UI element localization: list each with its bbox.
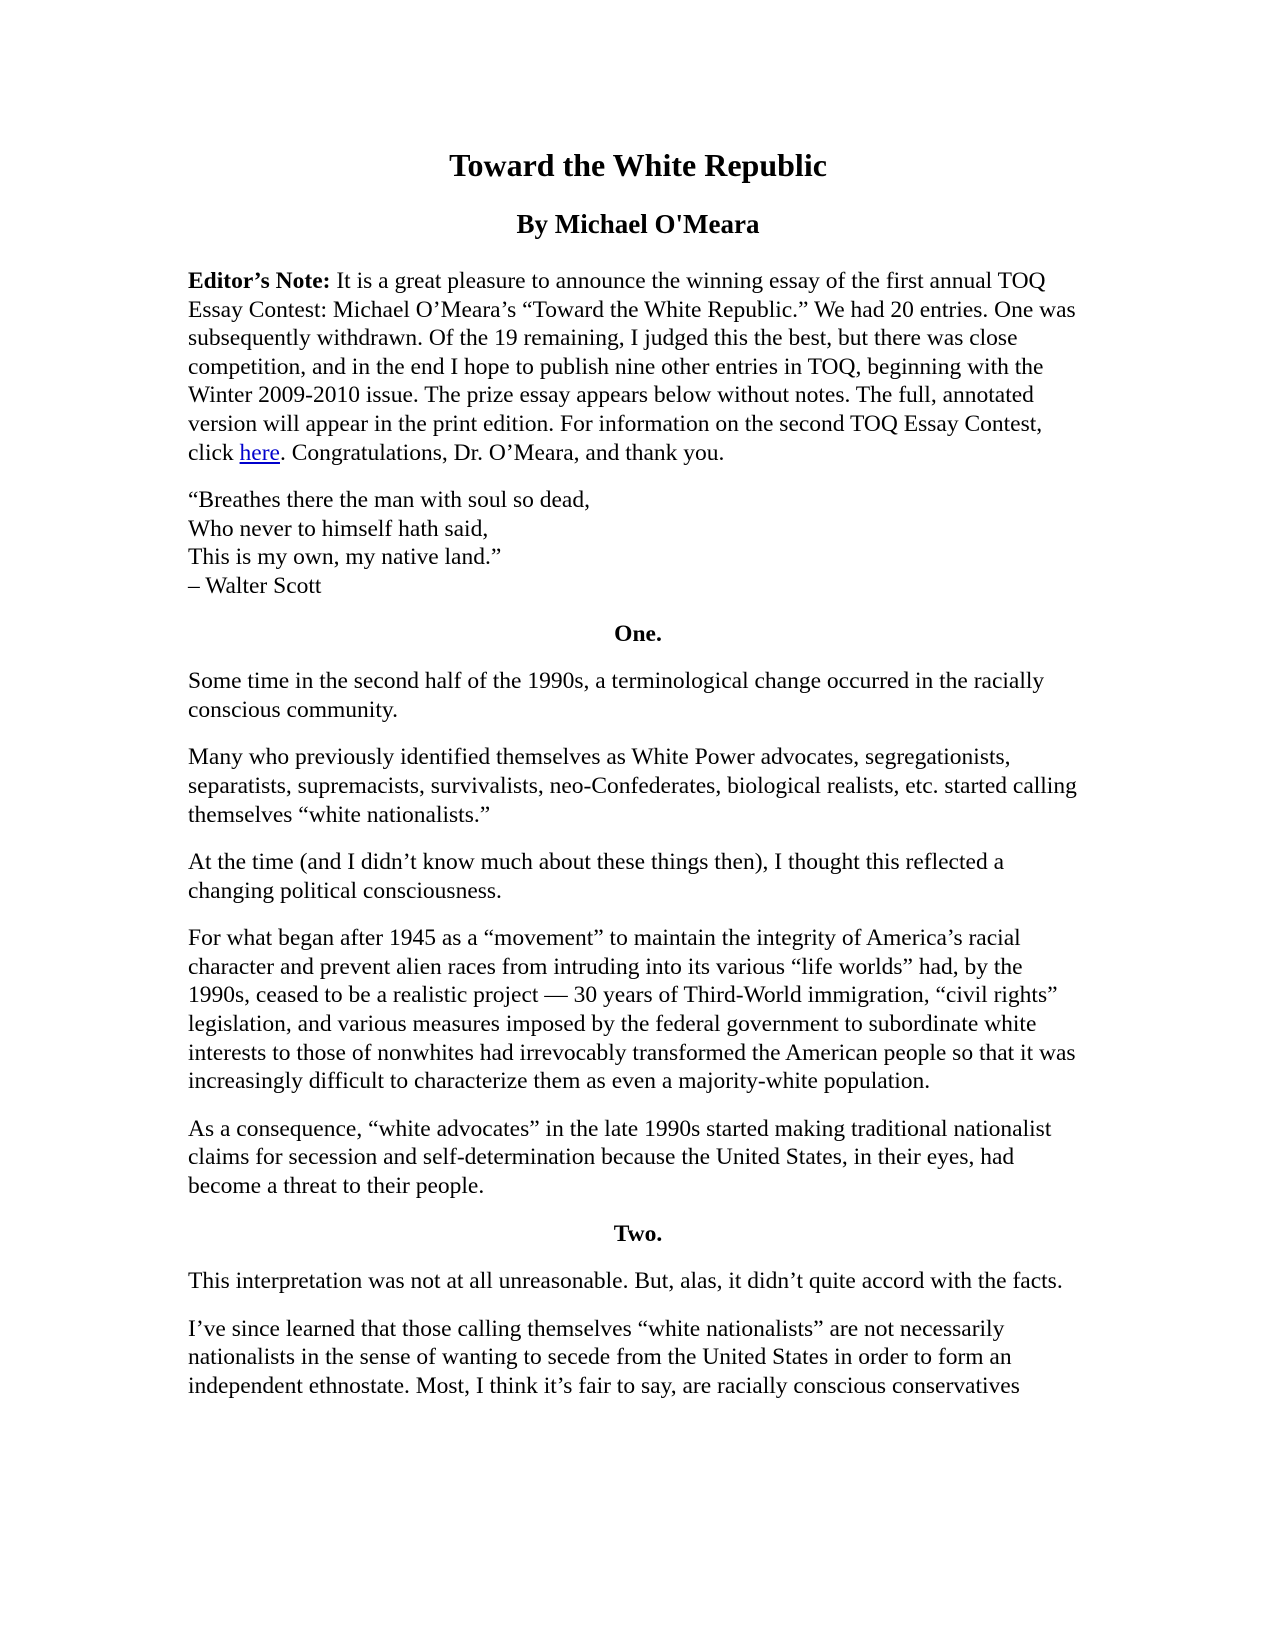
body-paragraph: I’ve since learned that those calling themselves “white nationalists” are not necessarily nationalists in the sense of wanting to secede from the United States in order to form an independent ethnostate. Most, I think it’s fair to say, are racially conscious conservatives — [188, 1315, 1020, 1399]
editors-note-closing: . Congratulations, Dr. O’Meara, and thank you. — [279, 439, 725, 466]
body-paragraph: As a consequence, “white advocates” in the late 1990s started making traditional nationalist claims for secession and self-determination because the United States, in their eyes, had become a threat to their people. — [188, 1115, 1052, 1200]
body-paragraph: This interpretation was not at all unreasonable. But, alas, it didn’t quite accord with the facts. — [188, 1268, 1063, 1295]
body-paragraph: Many who previously identified themselves as White Power advocates, segregationists, separatists, supremacists, survivalists, neo-Confederates, biological realists, etc. started calling themselves “white nationalists.” — [188, 744, 1077, 828]
epigraph-line: This is my own, my native land.” — [188, 544, 502, 571]
contest-info-link[interactable]: here — [239, 439, 280, 466]
editors-note — [188, 267, 1088, 467]
epigraph-attribution: – Walter Scott — [188, 572, 322, 599]
body-paragraph: For what began after 1945 as a “movement” to maintain the integrity of America’s racial character and prevent alien races from intruding into its various “life worlds” had, by the 1990s, ceased to be a realistic project — 30 years of Third-World immigration, “civil rights” legislation, and various measures imposed by the federal government to subordinate white interests to those of nonwhites had irrevocably transformed the American people so that it was increasingly difficult to characterize them as even a majority-white population. — [188, 925, 1076, 1095]
epigraph-line: “Breathes there the man with soul so dead, — [188, 487, 590, 514]
editors-note-text: It is a great pleasure to announce the winning essay of the first annual TOQ Essay Contest: Michael O’Meara’s “Toward the White Republic.” We had 20 entries. One was subsequently withdrawn. Of the 19 remaining, I judged this the best, but there was close competition, and in the end I hope to publish nine other entries in TOQ, beginning with the Winter 2009-2010 issue. The prize essay appears below without notes. The full, annotated version will appear in the print edition. For information on the second TOQ Essay Contest, click — [188, 268, 1076, 466]
editors-note-label: Editor’s Note: — [188, 268, 331, 294]
document-page — [188, 145, 1088, 1420]
epigraph-line: Who never to himself hath said, — [188, 515, 489, 542]
body-paragraph: At the time (and I didn’t know much about these things then), I thought this reflected a changing political consciousness. — [188, 849, 1005, 904]
page-title: Toward the White Republic — [449, 147, 827, 183]
section-heading-two: Two. — [613, 1220, 663, 1247]
section-heading-one: One. — [614, 620, 662, 647]
body-paragraph: Some time in the second half of the 1990s, a terminological change occurred in the racially conscious community. — [188, 668, 1045, 723]
epigraph — [188, 486, 1088, 600]
author-byline: By Michael O'Meara — [516, 209, 760, 239]
